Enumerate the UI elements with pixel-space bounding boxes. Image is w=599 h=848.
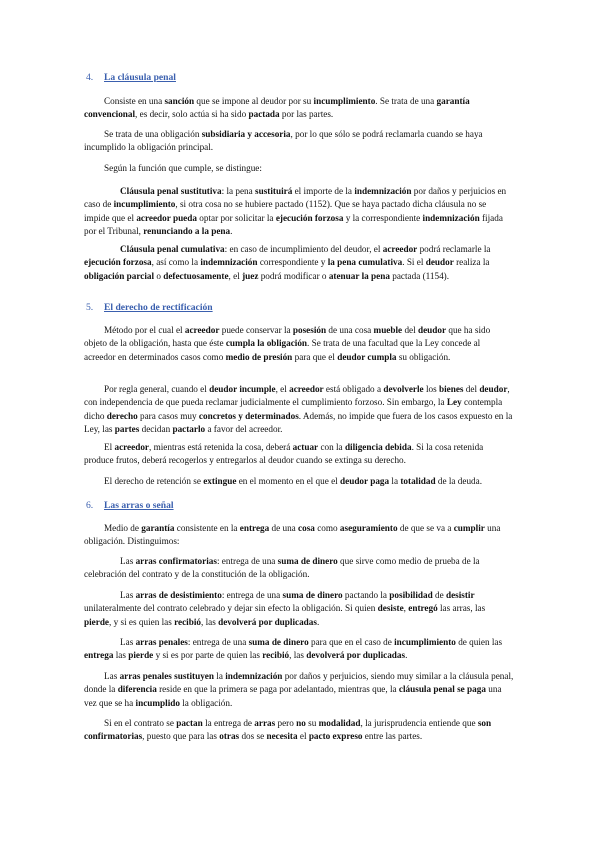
paragraph: Por regla general, cuando el deudor incumple, el acreedor está obligado a devolverle los bienes del deudor, con independencia de que pueda reclamar judicialmente el cumplimiento forzoso. Sin embargo, la Ley contempla dicho derecho para casos muy concretos y determinados. Además, no impide que fuera de los casos expuesto en la Ley, las partes decidan pactarlo a favor del acreedor.	[84, 384, 513, 434]
paragraph: Si en el contrato se pactan la entrega de arras pero no su modalidad, la jurisprudencia entiende que son confirmatorias, puesto que para las otras dos se necesita el pacto expreso entre las partes.	[84, 718, 492, 742]
paragraph: Consiste en una sanción que se impone al deudor por su incumplimiento. Se trata de una garantía convencional, es decir, solo actúa si ha sido pactada por las partes.	[84, 96, 470, 120]
paragraph: Las arras confirmatorias: entrega de una suma de dinero que sirve como medio de prueba de la celebración del contrato y de la constitución de la obligación.	[84, 556, 480, 580]
paragraph: Se trata de una obligación subsidiaria y accesoria, por lo que sólo se podrá reclamarla cuando se haya incumplido la obligación principal.	[84, 129, 483, 153]
section-title: Las arras o señal	[104, 500, 174, 511]
section-heading-4	[86, 72, 176, 83]
paragraph: El derecho de retención se extingue en el momento en el que el deudor paga la totalidad de la deuda.	[104, 476, 483, 486]
paragraph: Las arras de desistimiento: entrega de una suma de dinero pactando la posibilidad de desistir unilateralmente del contrato celebrado y dejar sin efecto la obligación. Si quien desiste, entregó las arras, las pierde, y si es quien las recibió, las devolverá por duplicadas.	[84, 590, 486, 627]
paragraph: Método por el cual el acreedor puede conservar la posesión de una cosa mueble del deudor que ha sido objeto de la obligación, hasta que éste cumpla la obligación. Se trata de una facultad que la Ley concede al acreedor en determinados casos como medio de presión para que el deudor cumpla su obligación.	[84, 325, 491, 362]
paragraph: Cláusula penal cumulativa: en caso de incumplimiento del deudor, el acreedor podrá reclamarle la ejecución forzosa, así como la indemnización correspondiente y la pena cumulativa. Si el deudor realiza la obligación parcial o defectuosamente, el juez podrá modificar o atenuar la pena pactada (1154).	[84, 244, 491, 281]
section-number: 6.	[86, 500, 94, 511]
section-number: 5.	[86, 302, 94, 313]
section-title: La cláusula penal	[104, 72, 176, 83]
paragraph: El acreedor, mientras está retenida la cosa, deberá actuar con la diligencia debida. Si la cosa retenida produce frutos, deberá recogerlos y entregarlos al deudor cuando se extinga su derecho.	[84, 442, 484, 466]
section-heading-6	[86, 500, 174, 511]
section-title: El derecho de rectificación	[104, 302, 213, 313]
paragraph: Las arras penales: entrega de una suma de dinero para que en el caso de incumplimiento de quien las entrega las pierde y si es por parte de quien las recibió, las devolverá por duplicadas.	[84, 637, 503, 661]
paragraph: Las arras penales sustituyen la indemnización por daños y perjuicios, siendo muy similar a la cláusula penal, donde la diferencia reside en que la primera se paga por adelantado, mientras que, la cláusula penal se paga una vez que se ha incumplido la obligación.	[84, 671, 514, 708]
section-number: 4.	[86, 72, 94, 83]
paragraph: Cláusula penal sustitutiva: la pena sustituirá el importe de la indemnización por daños y perjuicios en caso de incumplimiento, si otra cosa no se hubiere pactado (1152). Que se haya pactado dicha cláusula no se impide que el acreedor pueda optar por solicitar la ejecución forzosa y la correspondiente indemnización fijada por el Tribunal, renunciando a la pena.	[84, 186, 507, 236]
section-heading-5	[86, 302, 213, 313]
paragraph: Según la función que cumple, se distingue:	[104, 163, 262, 173]
paragraph: Medio de garantía consistente en la entrega de una cosa como aseguramiento de que se va a cumplir una obligación. Distinguimos:	[84, 523, 501, 547]
